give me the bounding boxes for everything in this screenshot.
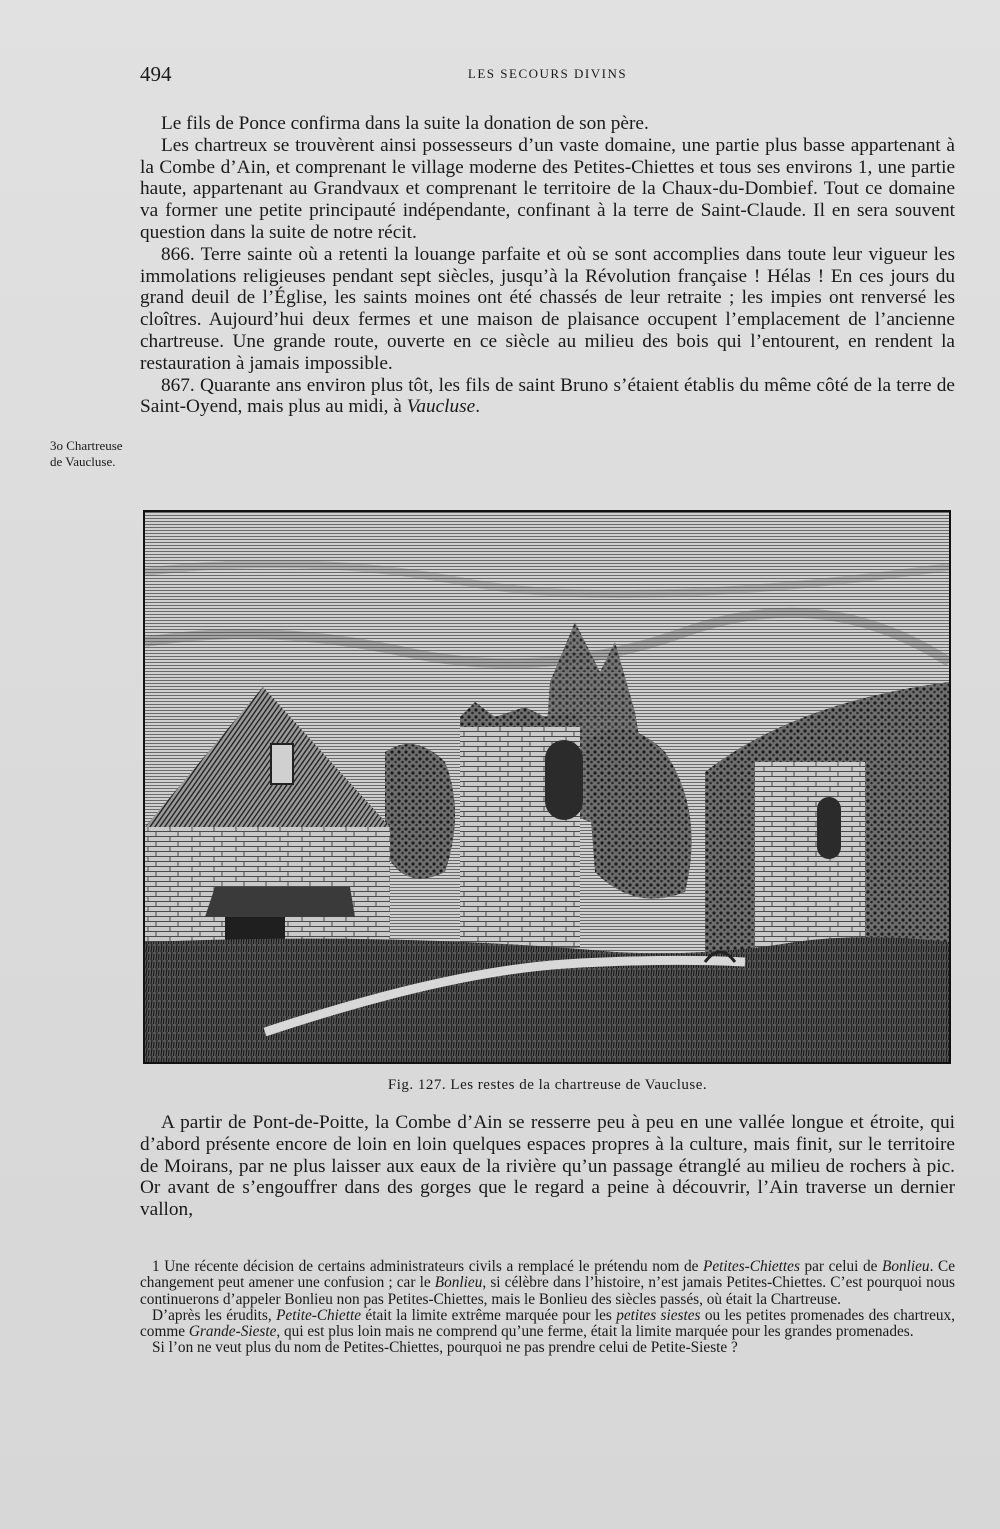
text-run: , si célèbre dans l’histoire, n’est jamais Petites-Chiettes. C’est pourquoi nous continuerons d’appeler Bonlieu non pas Petites-Chiettes, mais le Bonlieu des siècles passés, où était la Chartreuse. xyxy=(140,1274,955,1308)
italic-term: Petite-Chiette xyxy=(276,1306,362,1324)
running-head: LES SECOURS DIVINS xyxy=(467,66,628,81)
page-number: 494 xyxy=(140,62,172,86)
text-run: 1 Une récente décision de certains administrateurs civils a remplacé le prétendu nom de xyxy=(152,1258,704,1275)
text-run: était la limite extrême marquée pour les xyxy=(361,1306,617,1324)
footnotes xyxy=(140,1259,955,1357)
paragraph: Le fils de Ponce confirma dans la suite la donation de son père. xyxy=(161,113,649,134)
footnote-3: Si l’on ne veut plus du nom de Petites-Chiettes, pourquoi ne pas prendre celui de Petite-Sieste ? xyxy=(152,1339,738,1357)
text-run: D’après les érudits, xyxy=(152,1306,277,1324)
page-header xyxy=(140,62,955,86)
place-name: Vaucluse xyxy=(406,396,476,418)
footnote-2 xyxy=(140,1308,955,1341)
engraving-illustration xyxy=(143,510,951,1064)
paragraph-867-text: 867. Quarante ans environ plus tôt, les fils de saint Bruno s’étaient établis du même côté de la terre de Saint-Oyend, mais plus au midi, à xyxy=(140,374,955,418)
paragraph-867-end: . xyxy=(475,396,481,418)
paragraph: Les chartreux se trouvèrent ainsi possesseurs d’un vaste domaine, une partie plus basse appartenant à la Combe d’Ain, et comprenant le village moderne des Petites-Chiettes et tous ses environs 1, une partie haute, appartenant au Grandvaux et comprenant le territoire de la Chaux-du-Dombief. Tout ce domaine va former une petite principauté indépendante, confinant à la terre de Saint-Claude. Il en sera souvent question dans la suite de notre récit. xyxy=(140,134,955,243)
italic-term: Petites-Chiettes xyxy=(703,1258,800,1275)
engraving-svg xyxy=(145,512,949,1062)
text-run: ou les petites promenades des chartreux, comme xyxy=(140,1306,955,1341)
text-run: , qui est plus loin mais ne comprend qu’une ferme, était la limite marquée pour les grandes promenades. xyxy=(276,1323,914,1341)
paragraph-867 xyxy=(140,375,955,419)
paragraph: A partir de Pont-de-Poitte, la Combe d’Ain se resserre peu à peu en une vallée longue et étroite, qui d’abord présente encore de loin en loin quelques espaces propres à la culture, mais finit, sur le territoire de Moirans, par ne plus laisser aux eaux de la rivière qu’un passage étranglé au milieu de rochers à pic. Or avant de s’engouffrer dans des gorges que le regard a peine à découvrir, l’Ain traverse un dernier vallon, xyxy=(140,1112,955,1221)
footnote-1 xyxy=(140,1259,955,1308)
text-run: par celui de xyxy=(799,1258,882,1275)
paragraph: 866. Terre sainte où a retenti la louange parfaite et où se sont accomplies dans toute leur vigueur les immolations religieuses pendant sept siècles, jusqu’à la Révolution française ! Hélas ! En ces jours du grand deuil de l’Église, les saints moines ont été chassés de leur retraite ; les impies ont renversé les cloîtres. Aujourd’hui deux fermes et une maison de plaisance occupent l’emplacement de l’ancienne chartreuse. Une grande route, ouverte en ce siècle au milieu des bois qui l’entourent, en rendent la restauration à jamais impossible. xyxy=(140,243,955,374)
italic-term: Bonlieu xyxy=(434,1274,483,1292)
figure-caption: Fig. 127. Les restes de la chartreuse de Vaucluse. xyxy=(387,1077,708,1093)
margin-note: 3o Chartreuse de Vaucluse. xyxy=(50,438,123,469)
italic-term: Grande-Sieste xyxy=(188,1323,277,1341)
italic-term: Bonlieu xyxy=(881,1258,930,1275)
body-text-top xyxy=(140,113,955,418)
italic-term: petites siestes xyxy=(616,1306,701,1324)
body-text-bottom xyxy=(140,1112,955,1221)
text-run: . Ce changement peut amener une confusion ; car le xyxy=(140,1258,955,1292)
